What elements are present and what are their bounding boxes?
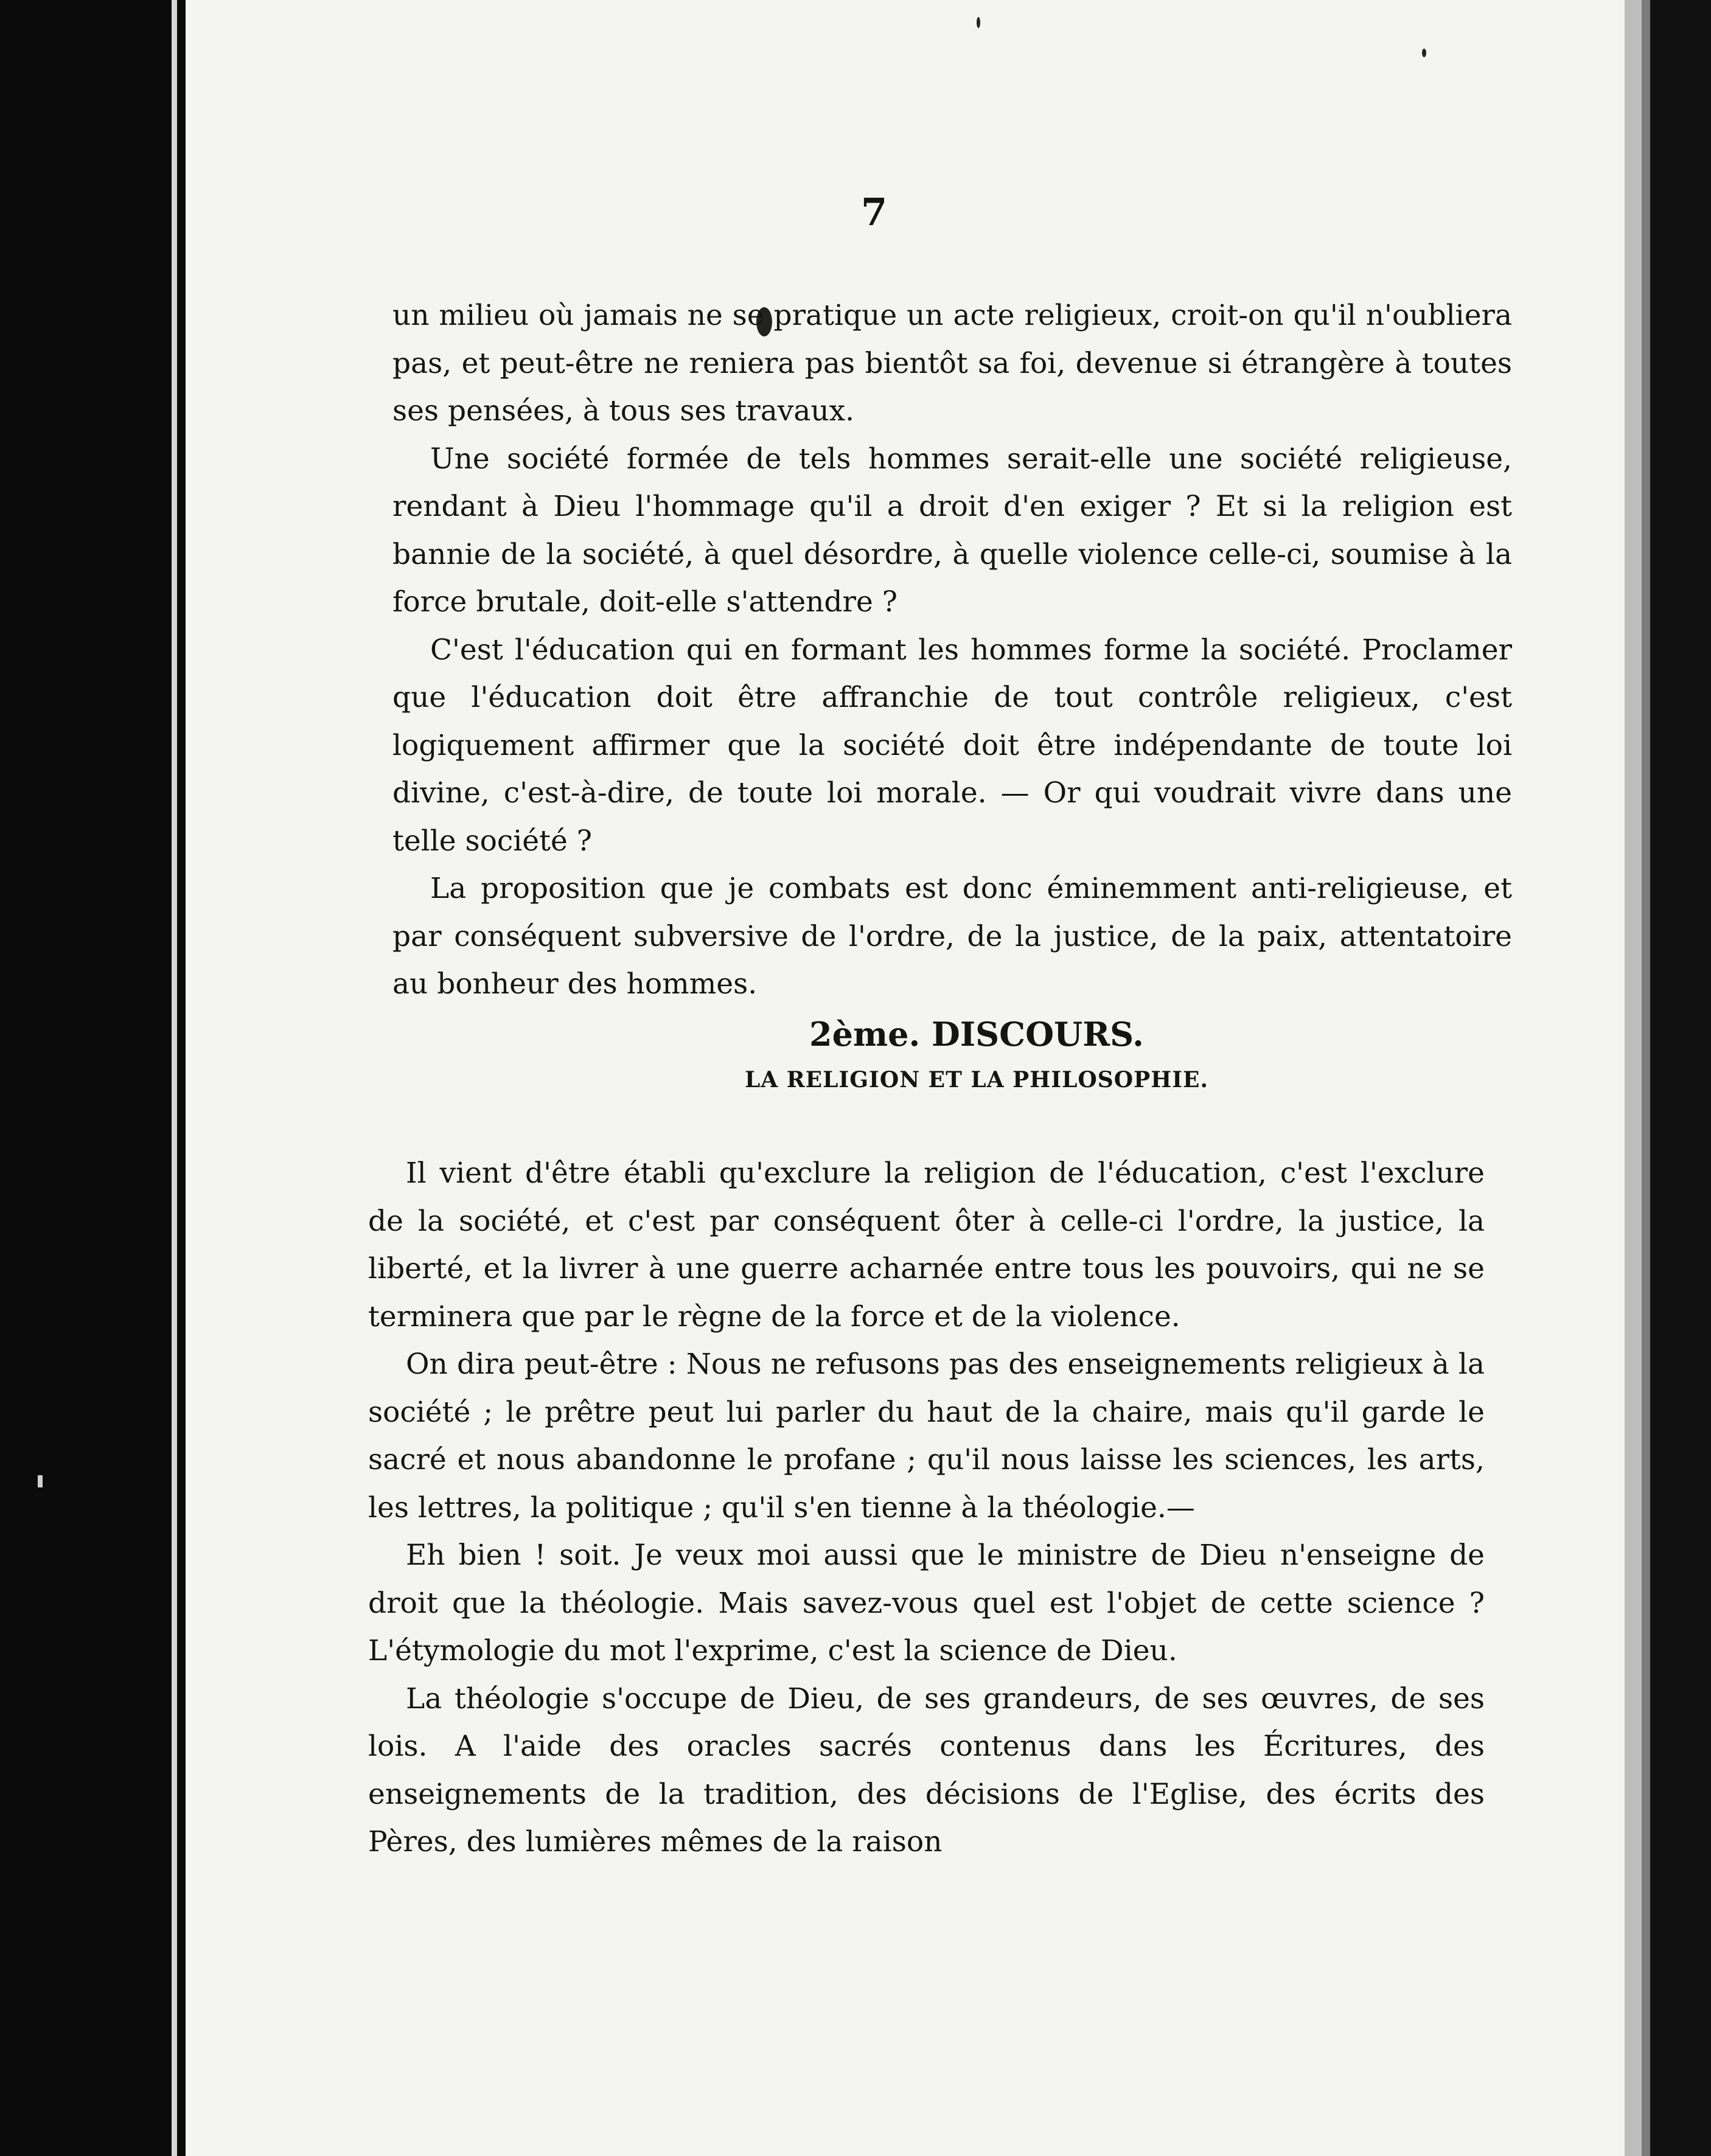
- page-edge: [1625, 0, 1642, 2156]
- ink-speck: [1422, 49, 1426, 57]
- scan-left-rule: [172, 0, 177, 2156]
- section-2-text: [368, 1150, 1485, 1866]
- section-1-text: [392, 292, 1512, 1009]
- page-edge-shadow: [1642, 0, 1650, 2156]
- paragraph: Une société formée de tels hommes serait-elle une société religieuse, rendant à Dieu l'hommage qu'il a droit d'en exiger ? Et si la religion est bannie de la société, à quel désordre, à quelle violence celle-ci, soumise à la force brutale, doit-elle s'attendre ?: [392, 442, 1512, 619]
- ink-speck: [977, 17, 980, 28]
- scan-speck: [38, 1475, 43, 1487]
- scan-right-border: [1625, 0, 1711, 2156]
- paragraph: La proposition que je combats est donc éminemment anti-religieuse, et par conséquent subversive de l'ordre, de la justice, de la paix, attentatoire au bonheur des hommes.: [392, 872, 1512, 1001]
- paragraph: La théologie s'occupe de Dieu, de ses grandeurs, de ses œuvres, de ses lois. A l'aide des oracles sacrés contenus dans les Écritures, des enseignements de la tradition, des décisions de l'Eglise, des écrits des Pères, des lumières mêmes de la raison: [368, 1681, 1485, 1859]
- paragraph: On dira peut-être : Nous ne refusons pas des enseignements religieux à la société ; le prêtre peut lui parler du haut de la chaire, mais qu'il garde le sacré et nous abandonne le profane ; qu'il nous laisse les sciences, les arts, les lettres, la politique ; qu'il s'en tienne à la théologie.—: [368, 1348, 1485, 1525]
- paragraph: C'est l'éducation qui en formant les hommes forme la société. Proclamer que l'éducation doit être affranchie de tout contrôle religieux, c'est logiquement affirmer que la société doit être indépendante de toute loi divine, c'est-à-dire, de toute loi morale. — Or qui voudrait vivre dans une telle société ?: [392, 633, 1512, 858]
- section-2-header: [392, 1015, 1512, 1093]
- discourse-heading: 2ème. DISCOURS.: [809, 1015, 1144, 1054]
- scan-left-border: [0, 0, 186, 2156]
- discourse-subheading: LA RELIGION ET LA PHILOSOPHIE.: [744, 1067, 1209, 1093]
- paragraph: un milieu où jamais ne se pratique un acte religieux, croit-on qu'il n'oubliera pas, et peut-être ne reniera pas bientôt sa foi, devenue si étrangère à toutes ses pensées, à tous ses travaux.: [392, 299, 1512, 428]
- book-page: [186, 0, 1625, 2156]
- page-number: 7: [861, 190, 888, 234]
- paragraph: Il vient d'être établi qu'exclure la religion de l'éducation, c'est l'exclure de la société, et c'est par conséquent ôter à celle-ci l'ordre, la justice, la liberté, et la livrer à une guerre acharnée entre tous les pouvoirs, qui ne se terminera que par le règne de la force et de la violence.: [368, 1156, 1485, 1334]
- paragraph: Eh bien ! soit. Je veux moi aussi que le ministre de Dieu n'enseigne de droit que la théologie. Mais savez-vous quel est l'objet de cette science ? L'étymologie du mot l'exprime, c'est la science de Dieu.: [368, 1539, 1485, 1667]
